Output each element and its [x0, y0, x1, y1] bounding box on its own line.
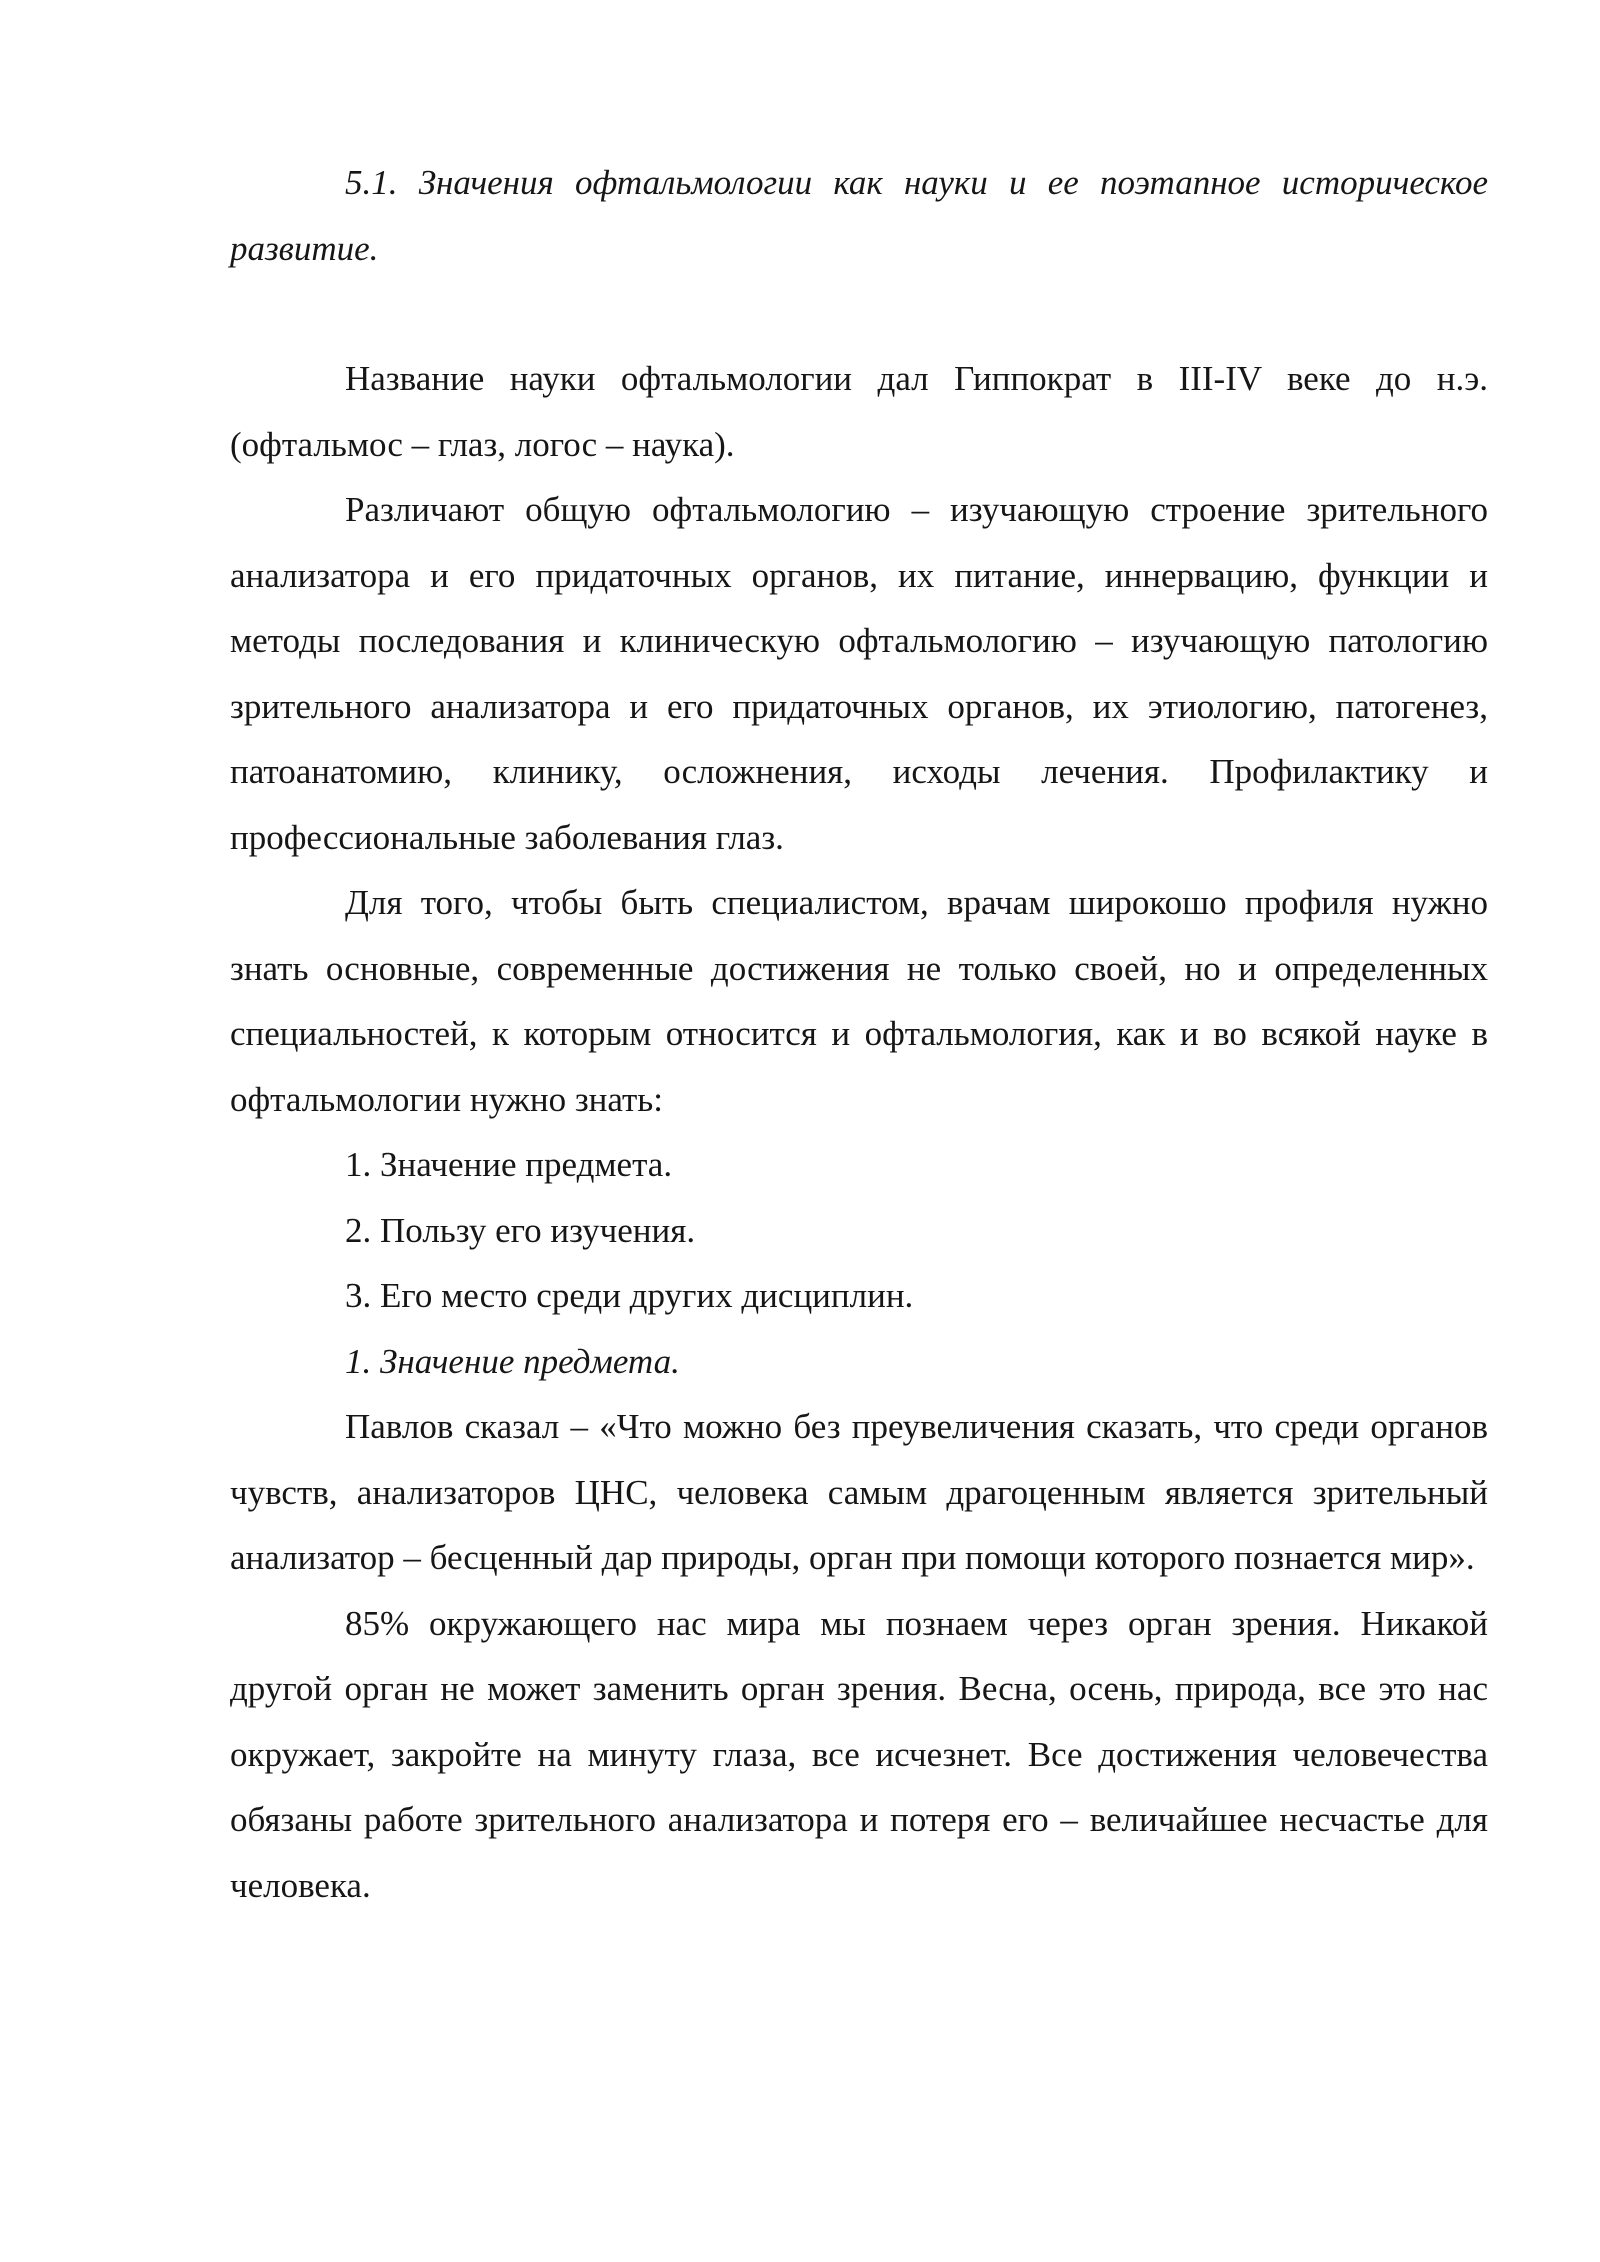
list-item-2: 2. Пользу его изучения.	[345, 1210, 696, 1250]
list-item-3: 3. Его место среди других дисциплин.	[345, 1276, 914, 1315]
subheading: 1. Значение предмета.	[345, 1341, 680, 1381]
document-body	[230, 150, 1488, 1918]
paragraph-vision-importance: 85% окружающего нас мира мы познаем через орган зрения. Никакой другой орган не может заменить орган зрения. Весна, осень, природа, все это нас окружает, закройте на минуту глаза, все исчезнет. Все достижения человечества обязаны работе зрительного анализатора и потеря его – величайшее несчастье для человека.	[230, 1603, 1488, 1905]
section-heading: 5.1. Значения офтальмологии как науки и ее поэтапное историческое развитие.	[230, 163, 1488, 268]
paragraph-origin: Название науки офтальмологии дал Гиппократ в III-IV веке до н.э. (офтальмос – глаз, логос – наука).	[230, 359, 1488, 464]
list-item-1: 1. Значение предмета.	[345, 1145, 673, 1184]
paragraph-specialist: Для того, чтобы быть специалистом, врачам широкошо профиля нужно знать основные, современные достижения не только своей, но и определенных специальностей, к которым относится и офтальмология, как и во всякой науке в офтальмологии нужно знать:	[230, 883, 1488, 1119]
paragraph-types: Различают общую офтальмологию – изучающую строение зрительного анализатора и его придаточных органов, их питание, иннервацию, функции и методы последования и клиническую офтальмологию – изучающую патологию зрительного анализатора и его придаточных органов, их этиологию, патогенез, патоанатомию, клинику, осложнения, исходы лечения. Профилактику и профессиональные заболевания глаз.	[230, 490, 1488, 857]
paragraph-pavlov-quote: Павлов сказал – «Что можно без преувеличения сказать, что среди органов чувств, анализаторов ЦНС, человека самым драгоценным является зрительный анализатор – бесценный дар природы, орган при помощи которого познается мир».	[230, 1407, 1488, 1577]
